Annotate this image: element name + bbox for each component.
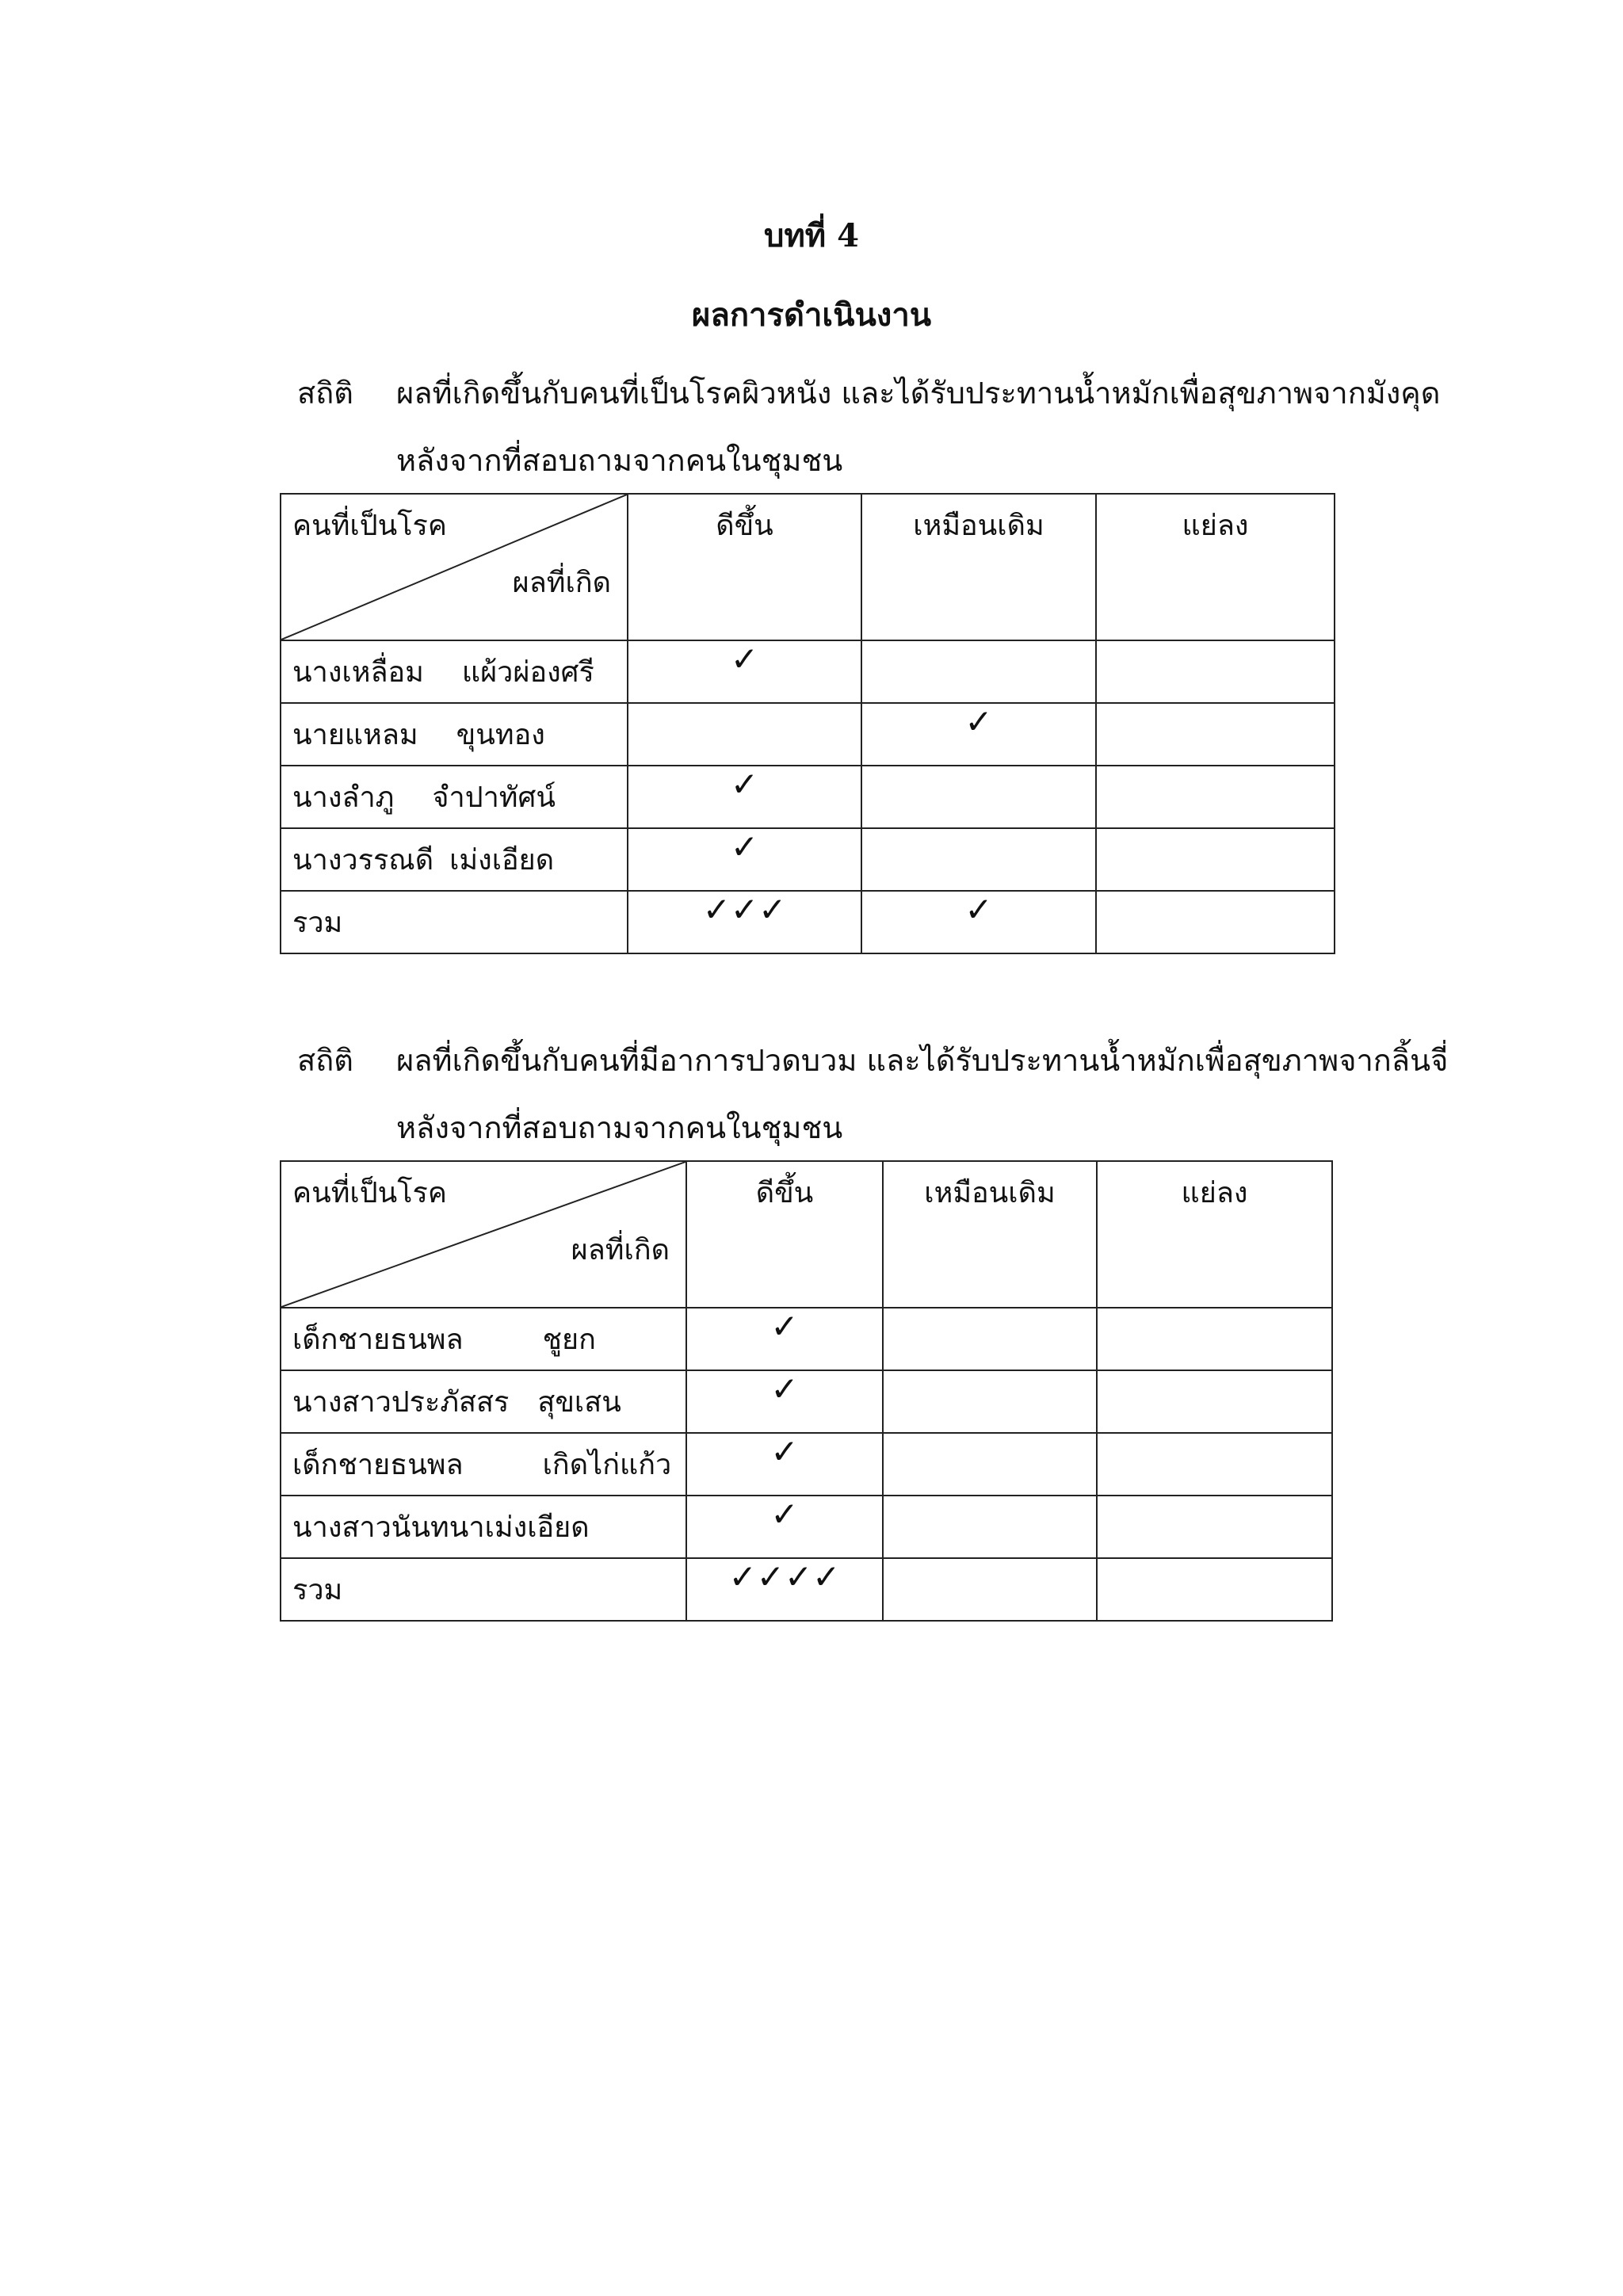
table-row xyxy=(281,1433,1332,1496)
caption-2-cont xyxy=(0,1103,1623,1151)
person-last-name: ขุนทอง xyxy=(456,719,545,751)
check-mark-worse xyxy=(1096,766,1335,828)
person-last-name: สุขเสน xyxy=(537,1386,621,1419)
diagonal-header-cell xyxy=(281,494,628,640)
person-first-name: นางลำภู xyxy=(292,781,395,814)
column-header-same: เหมือนเดิม xyxy=(883,1161,1097,1308)
person-first-name: นางสาวนันทนาเม่งเอียด xyxy=(292,1511,590,1544)
check-mark-worse xyxy=(1097,1496,1332,1558)
diagonal-header-cell xyxy=(281,1161,686,1308)
total-same xyxy=(883,1558,1097,1621)
check-mark-worse xyxy=(1096,828,1335,891)
check-mark-same xyxy=(861,640,1096,703)
person-last-name: เม่งเอียด xyxy=(449,844,555,877)
person-last-name: เกิดไก่แก้ว xyxy=(542,1449,672,1481)
caption-text: ผลที่เกิดขึ้นกับคนที่มีอาการปวดบวม และได้รับประทานน้ำหมักเพื่อสุขภาพจากลิ้นจี่ xyxy=(396,1043,1449,1078)
result-table-1 xyxy=(280,493,1335,954)
person-first-name: เด็กชายธนพล xyxy=(292,1324,464,1356)
check-mark-same xyxy=(883,1370,1097,1433)
person-last-name: แผ้วผ่องศรี xyxy=(461,656,594,689)
caption-1-cont xyxy=(0,436,1623,483)
person-name-cell xyxy=(281,1433,686,1496)
stat-label: สถิติ xyxy=(297,376,353,411)
total-label: รวม xyxy=(281,891,628,953)
person-first-name: เด็กชายธนพล xyxy=(292,1449,464,1481)
check-mark-better: ✓ xyxy=(686,1496,883,1558)
total-same: ✓ xyxy=(861,891,1096,953)
stat-label: สถิติ xyxy=(297,1043,353,1078)
person-name-cell xyxy=(281,1496,686,1558)
check-mark-same xyxy=(861,766,1096,828)
person-name-cell xyxy=(281,766,628,828)
total-worse xyxy=(1096,891,1335,953)
column-header-better: ดีขึ้น xyxy=(686,1161,883,1308)
check-mark-better: ✓ xyxy=(628,766,861,828)
person-first-name: นางวรรณดี xyxy=(292,844,434,877)
person-first-name: นางสาวประภัสสร xyxy=(292,1386,510,1419)
check-mark-same: ✓ xyxy=(861,703,1096,766)
caption-text-cont: หลังจากที่สอบถามจากคนในชุมชน xyxy=(396,443,843,478)
check-mark-better: ✓ xyxy=(686,1433,883,1496)
total-label: รวม xyxy=(281,1558,686,1621)
check-mark-worse xyxy=(1097,1370,1332,1433)
check-mark-same xyxy=(883,1308,1097,1370)
column-header-better: ดีขึ้น xyxy=(628,494,861,640)
column-header-same: เหมือนเดิม xyxy=(861,494,1096,640)
table-header-row xyxy=(281,1161,1332,1308)
check-mark-worse xyxy=(1096,640,1335,703)
person-first-name: นางเหลื่อม xyxy=(292,656,424,689)
total-worse xyxy=(1097,1558,1332,1621)
table-row xyxy=(281,1496,1332,1558)
table-row xyxy=(281,640,1335,703)
total-row xyxy=(281,1558,1332,1621)
caption-2 xyxy=(0,1036,1623,1083)
table-row xyxy=(281,1370,1332,1433)
person-name-cell xyxy=(281,828,628,891)
table-row xyxy=(281,703,1335,766)
person-name-cell xyxy=(281,1308,686,1370)
table-header-row xyxy=(281,494,1335,640)
check-mark-better: ✓ xyxy=(686,1370,883,1433)
section-title: ผลการดำเนินงาน xyxy=(691,296,932,334)
person-first-name: นายแหลม xyxy=(292,719,418,751)
total-better: ✓✓✓ xyxy=(628,891,861,953)
header-col-label: ผลที่เกิด xyxy=(571,1234,670,1266)
result-table-2 xyxy=(280,1160,1333,1622)
check-mark-worse xyxy=(1096,703,1335,766)
table-row xyxy=(281,766,1335,828)
table-row xyxy=(281,828,1335,891)
check-mark-same xyxy=(883,1433,1097,1496)
check-mark-better: ✓ xyxy=(628,640,861,703)
person-name-cell xyxy=(281,1370,686,1433)
check-mark-same xyxy=(883,1496,1097,1558)
column-header-worse: แย่ลง xyxy=(1096,494,1335,640)
table-row xyxy=(281,1308,1332,1370)
caption-text-cont: หลังจากที่สอบถามจากคนในชุมชน xyxy=(396,1110,843,1145)
check-mark-worse xyxy=(1097,1433,1332,1496)
caption-1 xyxy=(0,369,1623,416)
column-header-worse: แย่ลง xyxy=(1097,1161,1332,1308)
person-last-name: ชูยก xyxy=(542,1324,596,1356)
chapter-title: บทที่ 4 xyxy=(764,217,859,254)
check-mark-same xyxy=(861,828,1096,891)
check-mark-better: ✓ xyxy=(686,1308,883,1370)
person-last-name: จำปาทัศน์ xyxy=(432,781,556,814)
header-row-label: คนที่เป็นโรค xyxy=(292,510,447,542)
total-row xyxy=(281,891,1335,953)
header-row-label: คนที่เป็นโรค xyxy=(292,1177,447,1209)
check-mark-better xyxy=(628,703,861,766)
header-col-label: ผลที่เกิด xyxy=(512,567,611,599)
person-name-cell xyxy=(281,703,628,766)
person-name-cell xyxy=(281,640,628,703)
caption-text: ผลที่เกิดขึ้นกับคนที่เป็นโรคผิวหนัง และได้รับประทานน้ำหมักเพื่อสุขภาพจากมังคุด xyxy=(396,376,1441,411)
total-better: ✓✓✓✓ xyxy=(686,1558,883,1621)
check-mark-worse xyxy=(1097,1308,1332,1370)
check-mark-better: ✓ xyxy=(628,828,861,891)
